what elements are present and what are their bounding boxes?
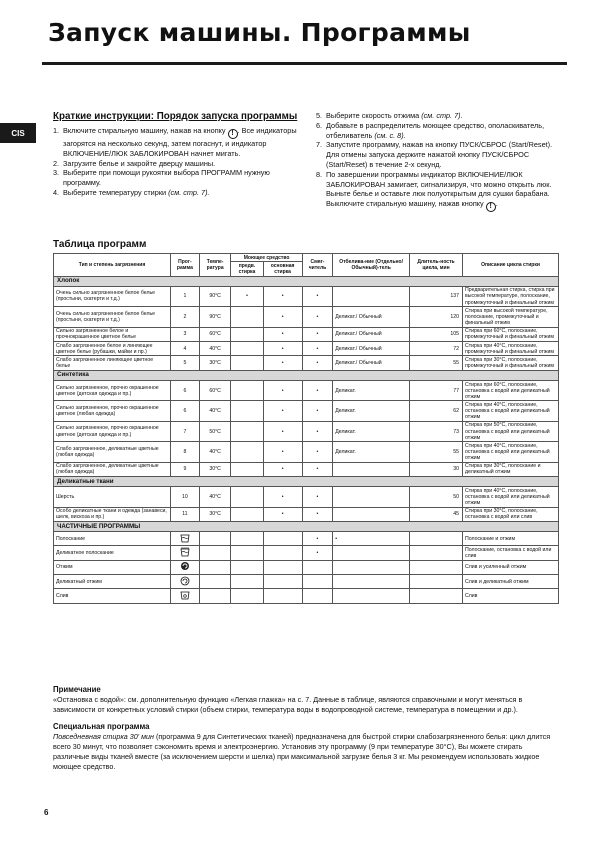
step-text-main: Выберите при помощи рукоятки выбора ПРОГРАММ нужную программу.: [63, 168, 270, 188]
table-row: [54, 560, 559, 574]
cell-temperature: [199, 532, 231, 546]
cell-type: Деликатный отжим: [54, 575, 171, 589]
col-type: Тип и степень загрязнения: [54, 254, 171, 277]
special-text: [53, 732, 558, 771]
cell-program: 11: [171, 507, 200, 521]
col-softener: Смяг-читель: [302, 254, 333, 277]
step-number: 1.: [53, 126, 60, 135]
cell-temperature: 50°C: [199, 421, 231, 441]
cell-mainwash: [263, 546, 302, 560]
section-title: ЧАСТИЧНЫЕ ПРОГРАММЫ: [54, 522, 559, 532]
cell-mainwash: [263, 575, 302, 589]
cell-bleach: Деликат./ Обычный: [333, 327, 410, 341]
cell-program: 9: [171, 462, 200, 476]
cell-bleach: [333, 487, 410, 507]
table-row: [54, 401, 559, 421]
cell-type: Отжим: [54, 560, 171, 574]
step-text: [63, 126, 303, 159]
cell-program: 6: [171, 401, 200, 421]
cell-bleach: Деликат./ Обычный: [333, 356, 410, 370]
cell-description: Полоскание и отжим: [463, 532, 559, 546]
cell-softener: •: [302, 286, 333, 306]
cell-softener: [302, 560, 333, 574]
table-row: [54, 589, 559, 603]
cell-prewash: [231, 421, 263, 441]
cell-type: Очень сильно загрязненное белое белье (простыни, скатерти и т.д.): [54, 286, 171, 306]
step-number: 7.: [316, 140, 323, 150]
cell-prewash: [231, 356, 263, 370]
title-rule: [42, 62, 567, 65]
step-item: [53, 159, 303, 169]
cell-mainwash: •: [263, 342, 302, 356]
col-detergent: Моющее средство: [231, 254, 302, 262]
cell-type: Слабо загрязненное линяющее цветное белье: [54, 356, 171, 370]
step-text-after: . Все индикаторы загорятся на несколько секунд, затем погаснут, и индикатор ВКЛЮЧЕНИЕ/ЛЮК ЗАБЛОКИРОВАН начнет мигать.: [63, 126, 297, 158]
language-tab: CIS: [0, 123, 36, 143]
cell-duration: [409, 546, 462, 560]
table-row: [54, 546, 559, 560]
cell-type: Шерсть: [54, 487, 171, 507]
cell-bleach: Деликат.: [333, 421, 410, 441]
step-text-main: Выберите температуру стирки: [63, 187, 169, 197]
cell-temperature: 40°C: [199, 487, 231, 507]
cell-mainwash: •: [263, 421, 302, 441]
step-item: [53, 188, 303, 198]
rinse-icon: [180, 533, 190, 543]
cell-duration: 30: [409, 462, 462, 476]
cell-softener: •: [302, 546, 333, 560]
col-duration: Длитель-ность цикла, мин: [409, 254, 462, 277]
cell-temperature: [199, 546, 231, 560]
cell-duration: 62: [409, 401, 462, 421]
cell-bleach: Деликат.: [333, 442, 410, 462]
step-page-ref: (см. с. 8).: [374, 130, 406, 140]
cell-softener: [302, 575, 333, 589]
cell-duration: [409, 532, 462, 546]
cell-duration: 55: [409, 356, 462, 370]
step-number: 6.: [316, 120, 323, 130]
quick-start-left: [53, 111, 303, 198]
cell-description: Стирка при 40°C, полоскание, промежуточный и финальный отжим: [463, 342, 559, 356]
cell-duration: [409, 560, 462, 574]
cell-type: Слабо загрязненное, деликатные цветные (любая одежда): [54, 442, 171, 462]
cell-duration: [409, 589, 462, 603]
step-text-main: Запустите программу, нажав на кнопку ПУСК/СБРОС (Start/Reset).: [326, 140, 553, 150]
cell-duration: 72: [409, 342, 462, 356]
cell-type: Сильно загрязненное, прочно окрашенное цветное (детская одежда и пр.): [54, 380, 171, 400]
cell-duration: 73: [409, 421, 462, 441]
step-item: [53, 126, 303, 159]
cell-temperature: 90°C: [199, 307, 231, 327]
cell-prewash: [231, 487, 263, 507]
table-row: [54, 462, 559, 476]
steps-right: [316, 111, 556, 212]
cell-description: Слив и усиленный отжим: [463, 560, 559, 574]
table-row: [54, 286, 559, 306]
cell-description: Предварительная стирка, стирка при высокой температуре, полоскание, промежуточный и финальный отжим: [463, 286, 559, 306]
cell-mainwash: •: [263, 307, 302, 327]
cell-duration: 120: [409, 307, 462, 327]
cell-prewash: [231, 589, 263, 603]
cell-program-icon: [171, 532, 200, 546]
cell-mainwash: •: [263, 487, 302, 507]
cell-description: Стирка при 30°C, полоскание, промежуточный и финальный отжим: [463, 356, 559, 370]
cell-temperature: 40°C: [199, 442, 231, 462]
table-section-row: [54, 370, 559, 380]
cell-bleach: [333, 575, 410, 589]
cell-description: Стирка при высокой температуре, полоскание, промежуточный и финальный отжим: [463, 307, 559, 327]
step-text-main: Добавьте в распределитель моющее средство, ополаскиватель, отбеливатель: [326, 120, 545, 140]
power-button-icon: !: [486, 202, 496, 212]
cell-type: Сильно загрязненное белое и прочнокрашенное цветное белье: [54, 327, 171, 341]
cell-type: Слабо загрязненное, деликатные цветные (любая одежда): [54, 462, 171, 476]
cell-type: Особо деликатные ткани и одежда (занавеси, шелк, вискоза и пр.): [54, 507, 171, 521]
step-text: [326, 170, 556, 212]
table-row: [54, 442, 559, 462]
cell-bleach: •: [333, 532, 410, 546]
step-page-ref: (см. стр. 7).: [421, 111, 463, 120]
cell-description: Слив: [463, 589, 559, 603]
cell-type: Сильно загрязненное, прочно окрашенное цветное (детская одежда и пр.): [54, 421, 171, 441]
col-program: Прог-рамма: [171, 254, 200, 277]
note-heading: Примечание: [53, 685, 101, 694]
step-text-main: По завершении программы индикатор ВКЛЮЧЕНИЕ/ЛЮК ЗАБЛОКИРОВАН замигает, сигнализируя, что можно открыть люк. Выньте белье и оставьте люк полуоткрытым для сушки барабана. Выключите стиральную машину, нажав кнопку: [326, 169, 552, 209]
step-number: 2.: [53, 158, 60, 168]
step-text-main: Включите стиральную машину, нажав на кнопку: [63, 126, 228, 135]
cell-prewash: [231, 575, 263, 589]
power-button-icon: !: [228, 129, 238, 139]
quick-start-heading: Краткие инструкции: Порядок запуска программы: [53, 111, 298, 122]
section-title: Хлопок: [54, 276, 559, 286]
step-text: [326, 121, 556, 141]
cell-prewash: [231, 327, 263, 341]
table-row: [54, 342, 559, 356]
cell-bleach: Деликат.: [333, 401, 410, 421]
cell-softener: •: [302, 356, 333, 370]
table-section-row: [54, 522, 559, 532]
step-text: [63, 159, 303, 169]
col-mainwash: основная стирка: [263, 262, 302, 276]
cell-duration: [409, 575, 462, 589]
cell-program: 7: [171, 421, 200, 441]
cell-temperature: 30°C: [199, 356, 231, 370]
cell-softener: •: [302, 532, 333, 546]
cell-bleach: [333, 546, 410, 560]
cell-duration: 50: [409, 487, 462, 507]
step-text: [326, 140, 556, 169]
drain-icon: [180, 590, 190, 600]
cell-bleach: Деликат./ Обычный: [333, 342, 410, 356]
table-section-row: [54, 477, 559, 487]
cell-bleach: Деликат.: [333, 380, 410, 400]
cell-mainwash: •: [263, 507, 302, 521]
table-row: [54, 307, 559, 327]
cell-mainwash: •: [263, 286, 302, 306]
spin-icon: [180, 561, 190, 571]
cell-softener: •: [302, 307, 333, 327]
table-row: [54, 421, 559, 441]
cell-program: 2: [171, 307, 200, 327]
table-row: [54, 575, 559, 589]
note-text: «Остановка с водой»: см. дополнительную функцию «Легкая глажка» на с. 7. Данные в таблице, являются справочными и могут меняться в зависимости от конкретных условий стирки (объем стирки, температура воды в водопроводной системе, температура в помещении и др.).: [53, 694, 523, 714]
cell-softener: •: [302, 507, 333, 521]
cell-duration: 45: [409, 507, 462, 521]
cell-description: Стирка при 40°C, полоскание, остановка с водой или деликатный отжим: [463, 442, 559, 462]
cell-prewash: [231, 546, 263, 560]
cell-temperature: 30°C: [199, 462, 231, 476]
quick-start-right: [316, 111, 556, 212]
step-item: [316, 170, 556, 212]
cell-temperature: 60°C: [199, 380, 231, 400]
table-row: [54, 380, 559, 400]
cell-temperature: 40°C: [199, 401, 231, 421]
cell-bleach: Деликат./ Обычный: [333, 307, 410, 327]
cell-temperature: 30°C: [199, 507, 231, 521]
cell-softener: •: [302, 327, 333, 341]
step-text-main: Выберите скорость отжима: [326, 111, 422, 120]
cell-description: Стирка при 40°C, полоскание, остановка с водой или деликатный отжим: [463, 487, 559, 507]
cell-description: Полоскание, остановка с водой или слив: [463, 546, 559, 560]
cell-softener: •: [302, 342, 333, 356]
cell-softener: [302, 589, 333, 603]
cell-program: 6: [171, 380, 200, 400]
steps-left: [53, 126, 303, 198]
table-row: [54, 356, 559, 370]
cell-softener: •: [302, 442, 333, 462]
cell-description: Стирка при 60°C, полоскание, остановка с водой или деликатный отжим: [463, 380, 559, 400]
col-bleach: Отбелива-ние (Отдельно/Обычный)-тель: [333, 254, 410, 277]
step-page-ref: (см. стр. 7).: [168, 187, 210, 197]
cell-softener: •: [302, 401, 333, 421]
cell-prewash: [231, 442, 263, 462]
step-text: [63, 168, 303, 188]
table-section-row: [54, 276, 559, 286]
cell-prewash: [231, 342, 263, 356]
cell-mainwash: [263, 560, 302, 574]
cell-mainwash: •: [263, 462, 302, 476]
special-body: (программа 9 для Синтетических тканей) предназначена для быстрой стирки слабозагрязненного белья: цикл длится всего 30 минут, что позволяет сэкономить время и электроэнергию. Установив эту программу (9 при температуре 30°C), Вы можете стирать различные виды тканей вместе (за исключением шерсти и шелка) при максимальной загрузке белья 3 кг. Мы рекомендуем использовать жидкое моющее средство.: [53, 732, 551, 771]
step-item: [53, 168, 303, 188]
cell-softener: •: [302, 421, 333, 441]
cell-mainwash: •: [263, 401, 302, 421]
cell-bleach: [333, 507, 410, 521]
step-text-extra: Для отмены запуска держите нажатой кнопку ПУСК/СБРОС (Start/Reset) в течение 2-х секунд.: [326, 150, 530, 169]
cell-description: Слив и деликатный отжим: [463, 575, 559, 589]
cell-mainwash: [263, 589, 302, 603]
cell-type: Слив: [54, 589, 171, 603]
cell-program: 10: [171, 487, 200, 507]
cell-mainwash: •: [263, 442, 302, 462]
step-item: [316, 111, 556, 121]
cell-prewash: [231, 560, 263, 574]
cell-description: Стирка при 50°C, полоскание, остановка с водой или деликатный отжим: [463, 421, 559, 441]
cell-program-icon: [171, 546, 200, 560]
cell-prewash: [231, 532, 263, 546]
section-title: Синтетика: [54, 370, 559, 380]
cell-type: Деликатное полоскание: [54, 546, 171, 560]
step-text: [326, 111, 556, 121]
cell-duration: 105: [409, 327, 462, 341]
program-table: [53, 253, 559, 604]
cell-temperature: [199, 575, 231, 589]
cell-description: Стирка при 30°C, полоскание и деликатный отжим: [463, 462, 559, 476]
step-item: [316, 140, 556, 169]
table-row: [54, 507, 559, 521]
col-prewash: предв. стирка: [231, 262, 263, 276]
cell-duration: 77: [409, 380, 462, 400]
table-body: [54, 276, 559, 603]
cell-duration: 137: [409, 286, 462, 306]
notes: [53, 681, 558, 771]
step-item: [316, 121, 556, 141]
step-number: 5.: [316, 111, 323, 120]
cell-type: Полоскание: [54, 532, 171, 546]
cell-program: 5: [171, 356, 200, 370]
cell-prewash: [231, 462, 263, 476]
cell-type: Очень сильно загрязненное белое белье (простыни, скатерти и т.д.): [54, 307, 171, 327]
cell-prewash: [231, 507, 263, 521]
step-number: 3.: [53, 168, 60, 178]
cell-temperature: [199, 560, 231, 574]
table-heading: Таблица программ: [53, 239, 147, 250]
cell-program: 8: [171, 442, 200, 462]
cell-mainwash: •: [263, 380, 302, 400]
page-number: 6: [44, 808, 49, 817]
cell-description: Стирка при 60°C, полоскание, промежуточный и финальный отжим: [463, 327, 559, 341]
cell-program: 4: [171, 342, 200, 356]
cell-program-icon: [171, 575, 200, 589]
table-row: [54, 532, 559, 546]
step-text-main: Загрузите белье и закройте дверцу машины.: [63, 158, 216, 168]
cell-prewash: [231, 380, 263, 400]
cell-bleach: [333, 462, 410, 476]
cell-type: Слабо загрязненное белое и линяющее цветное белье (рубашки, майки и пр.): [54, 342, 171, 356]
cell-bleach: [333, 560, 410, 574]
cell-mainwash: [263, 532, 302, 546]
cell-description: Стирка при 30°C, полоскание, остановка с водой или слив: [463, 507, 559, 521]
cell-temperature: 60°C: [199, 327, 231, 341]
page-title: Запуск машины. Программы: [48, 18, 471, 47]
cell-duration: 55: [409, 442, 462, 462]
cell-prewash: •: [231, 286, 263, 306]
step-text-after: .: [495, 199, 498, 209]
cell-prewash: [231, 307, 263, 327]
step-number: 4.: [53, 187, 60, 197]
cell-softener: •: [302, 462, 333, 476]
step-number: 8.: [316, 169, 323, 179]
cell-program: 1: [171, 286, 200, 306]
cell-mainwash: •: [263, 327, 302, 341]
cell-program: 3: [171, 327, 200, 341]
cell-description: Стирка при 40°C, полоскание, остановка с водой или деликатный отжим: [463, 401, 559, 421]
cell-softener: •: [302, 487, 333, 507]
cell-softener: •: [302, 380, 333, 400]
delicate-spin-icon: [180, 576, 190, 586]
cell-program-icon: [171, 589, 200, 603]
col-description: Описание цикла стирки: [463, 254, 559, 277]
step-text: [63, 188, 303, 198]
table-row: [54, 487, 559, 507]
cell-temperature: 90°C: [199, 286, 231, 306]
cell-type: Сильно загрязненное, прочно окрашенное цветное (любая одежда): [54, 401, 171, 421]
col-temperature: Темпе-ратура: [199, 254, 231, 277]
cell-bleach: [333, 589, 410, 603]
cell-temperature: 40°C: [199, 342, 231, 356]
cell-prewash: [231, 401, 263, 421]
cell-program-icon: [171, 560, 200, 574]
cell-mainwash: •: [263, 356, 302, 370]
table-row: [54, 327, 559, 341]
delicate-rinse-icon: [180, 547, 190, 557]
special-heading: Специальная программа: [53, 722, 150, 732]
special-italic: Повседневная стирка 30' мин: [53, 732, 154, 742]
section-title: Деликатные ткани: [54, 477, 559, 487]
cell-temperature: [199, 589, 231, 603]
cell-bleach: [333, 286, 410, 306]
